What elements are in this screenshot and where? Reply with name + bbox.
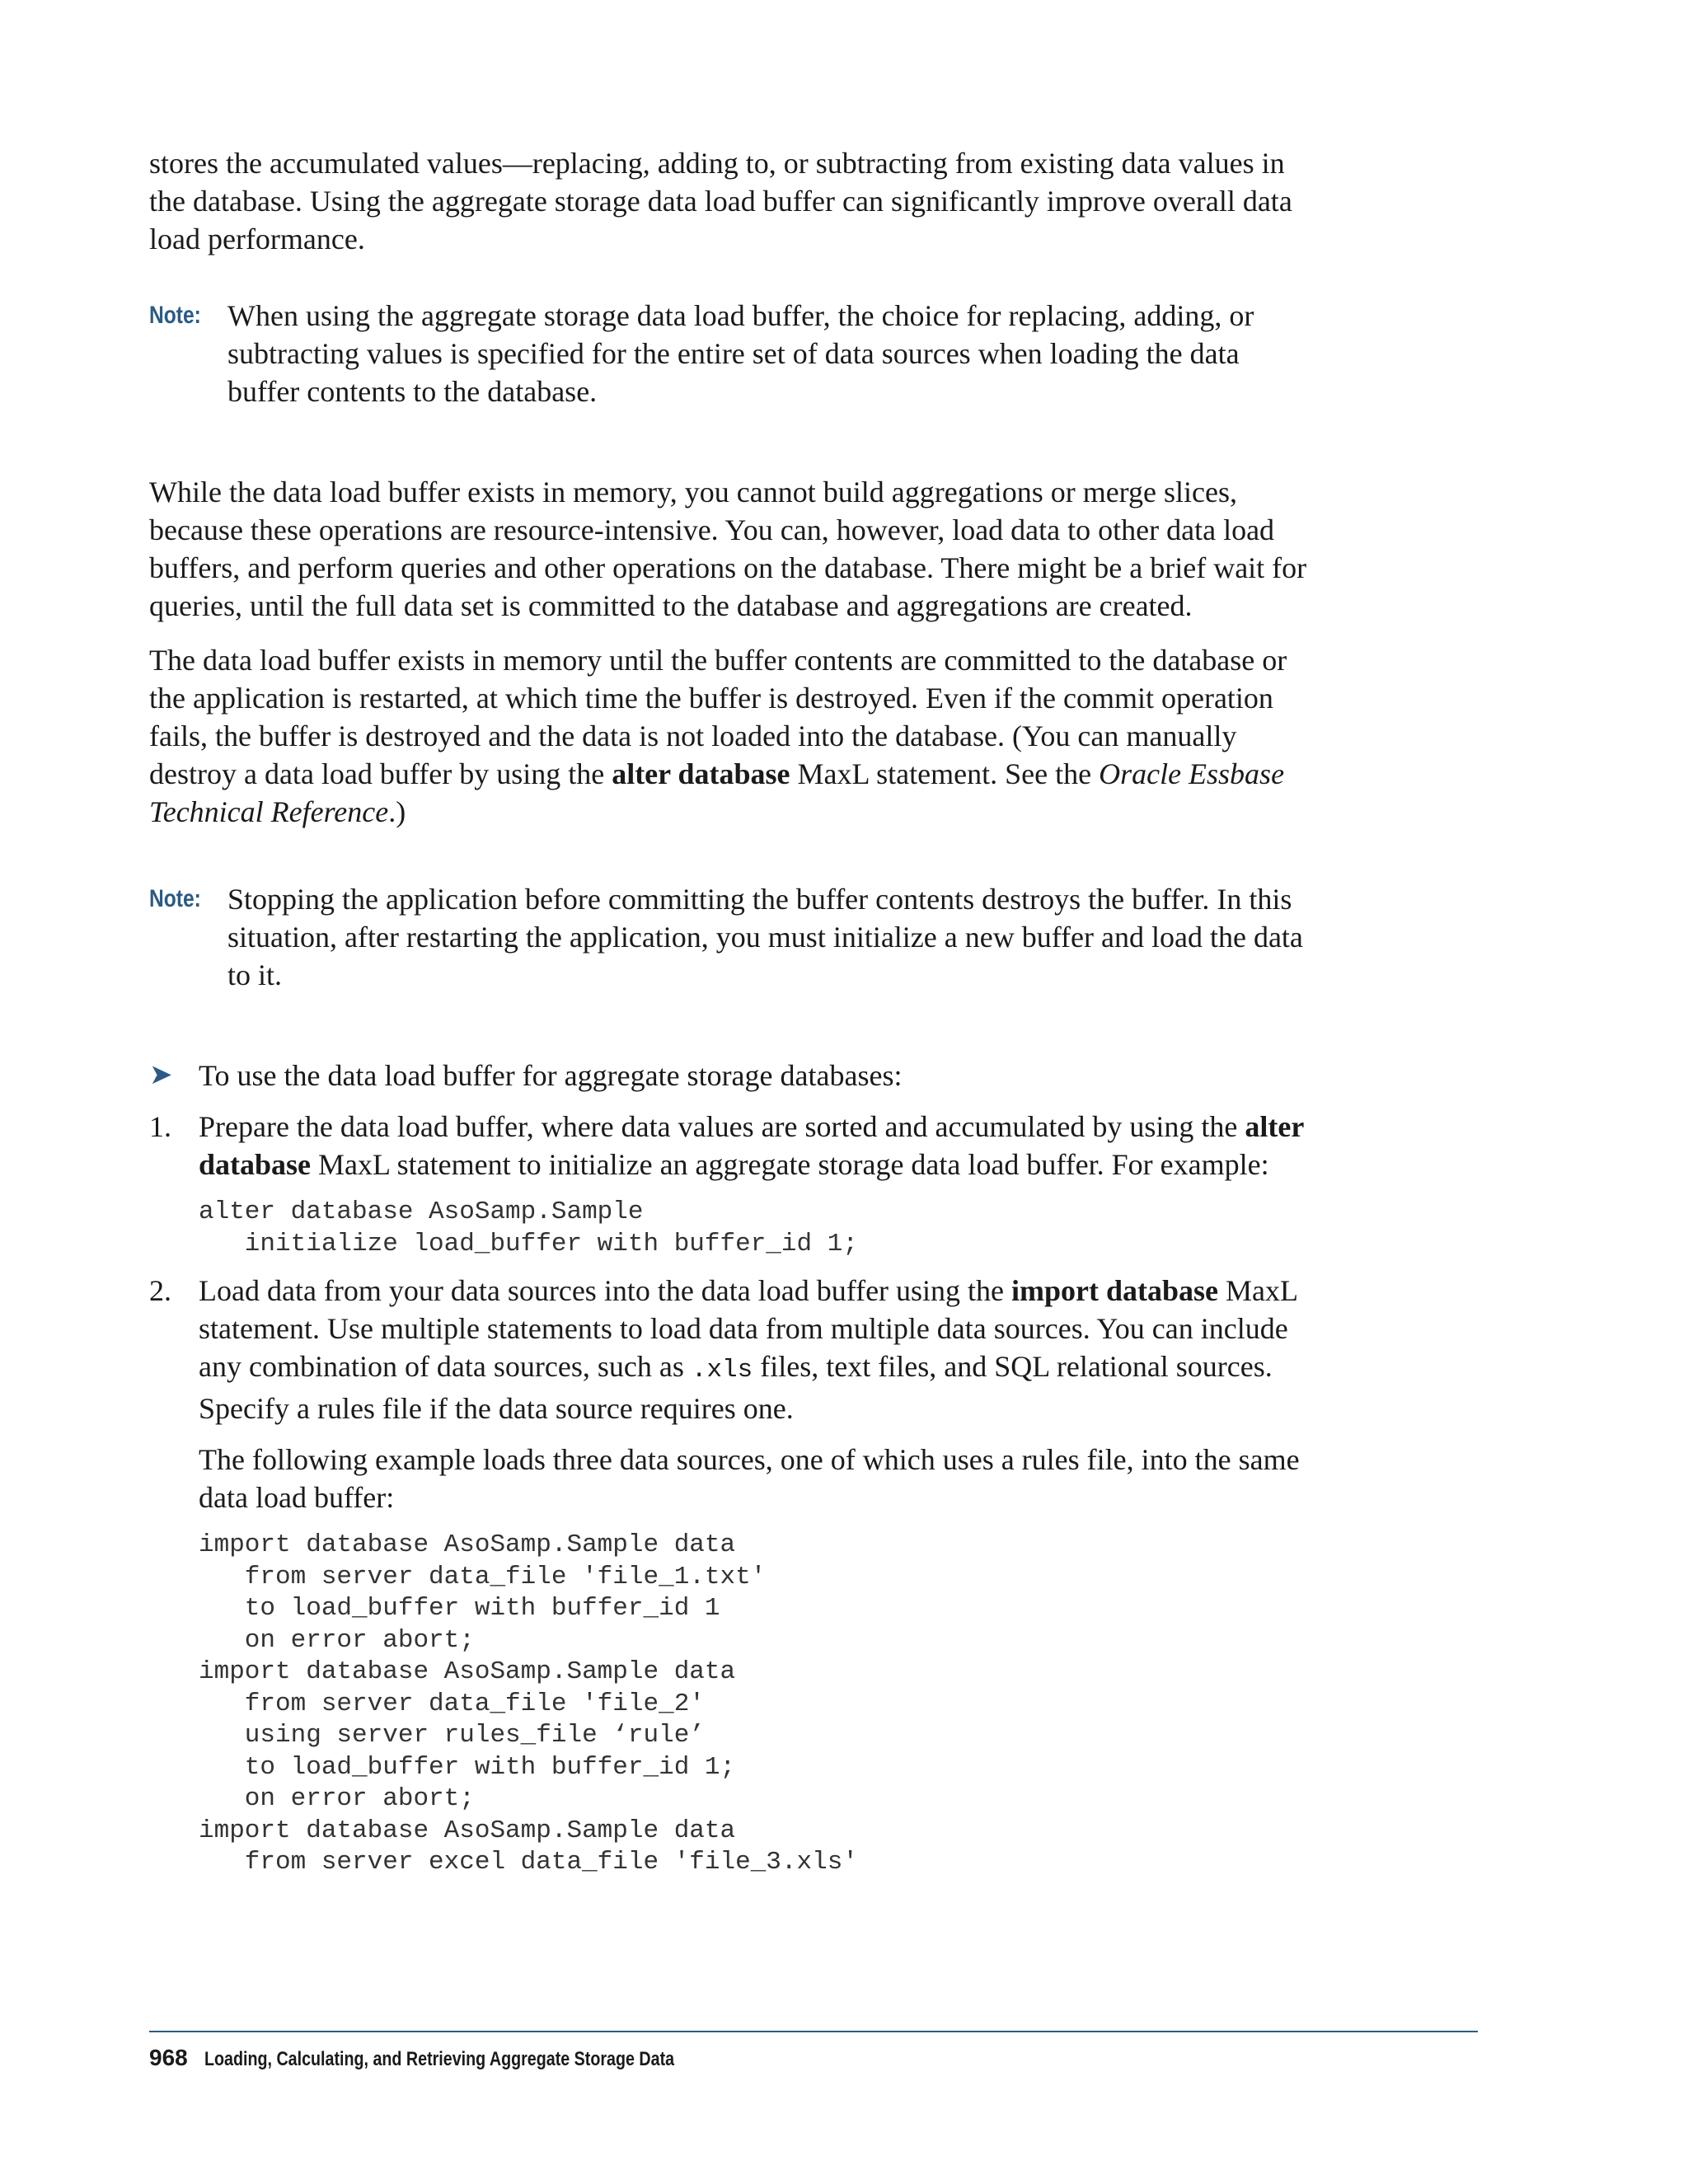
note-2-text: Stopping the application before committing the buffer contents destroys the buffer. In this situation, after restarting the application, you must initialize a new buffer and load the data to it. xyxy=(227,883,1303,991)
step2-text-d: files, text files, and SQL relational sources. Specify a rules file if the data source requires one. xyxy=(199,1350,1273,1425)
step2-text-c: MaxL statement. Use multiple statements to load data from multiple data sources. You can include any combination of data sources, such as xyxy=(199,1274,1297,1383)
footer-rule xyxy=(149,2031,1478,2032)
step-1-number: 1. xyxy=(149,1110,171,1143)
step2-xls-extension: .xls xyxy=(691,1356,753,1385)
step-2-code: import database AsoSamp.Sample data from server data_file 'file_1.txt' to load_buffer with buffer_id 1 on error abort; import database AsoSamp.Sample data from server data_file 'file_2' using server rules_file ‘rule’ to load_buffer with buffer_id 1; on error abort; import database AsoSamp.Sample data from server excel data_file 'file_3.xls' xyxy=(199,1530,858,1877)
page-content xyxy=(149,144,1311,1891)
para2-text-e: .) xyxy=(388,795,406,828)
note-1 xyxy=(149,297,1311,410)
para2-reference-title: Oracle Essbase Technical Reference xyxy=(149,757,1285,828)
step-2 xyxy=(149,1272,1311,1879)
procedure-arrow-icon: ➤ xyxy=(149,1060,173,1090)
step2-text-a: Load data from your data sources into the data load buffer using the xyxy=(199,1274,1012,1307)
step-2-number: 2. xyxy=(149,1274,171,1307)
page-number: 968 xyxy=(149,2045,188,2070)
note-1-text: When using the aggregate storage data load buffer, the choice for replacing, adding, or subtracting values is specified for the entire set of data sources when loading the data buffer contents to the database. xyxy=(227,299,1254,408)
step-1-body xyxy=(199,1108,1311,1260)
step-1-text xyxy=(199,1108,1311,1183)
procedure-title: To use the data load buffer for aggregate storage databases: xyxy=(199,1059,903,1092)
step1-alter-database: alter database xyxy=(199,1110,1304,1181)
step-1-code: alter database AsoSamp.Sample initialize load_buffer with buffer_id 1; xyxy=(199,1197,858,1258)
intro-paragraph: stores the accumulated values—replacing, adding to, or subtracting from existing data values in the database. Using the aggregate storage data load buffer can significantly improve overall data load performance. xyxy=(149,147,1292,255)
paragraph-buffer-memory: While the data load buffer exists in memory, you cannot build aggregations or merge slices, because these operations are resource-intensive. You can, however, load data to other data load buffers, and perform queries and other operations on the database. There might be a brief wait for queries, until the full data set is committed to the database and aggregations are created. xyxy=(149,476,1307,622)
step1-text-a: Prepare the data load buffer, where data values are sorted and accumulated by using the xyxy=(199,1110,1245,1143)
paragraph-buffer-lifetime xyxy=(149,641,1311,831)
note-2-label: Note: xyxy=(149,885,201,912)
chapter-title: Loading, Calculating, and Retrieving Aggregate Storage Data xyxy=(204,2048,674,2070)
step-2-example-intro: The following example loads three data sources, one of which uses a rules file, into the same data load buffer: xyxy=(199,1443,1300,1514)
step1-text-c: MaxL statement to initialize an aggregate storage data load buffer. For example: xyxy=(311,1148,1269,1181)
step2-import-database: import database xyxy=(1011,1274,1219,1307)
para2-alter-database: alter database xyxy=(612,757,790,790)
step-2-body xyxy=(199,1272,1311,1879)
note-2 xyxy=(149,880,1311,994)
step-2-text xyxy=(199,1272,1311,1427)
note-1-label: Note: xyxy=(149,302,201,329)
para2-text-c: MaxL statement. See the xyxy=(790,757,1100,790)
procedure-heading xyxy=(149,1057,1311,1094)
page-footer xyxy=(149,2039,777,2079)
para2-text-a: The data load buffer exists in memory until the buffer contents are committed to the database or the application is restarted, at which time the buffer is destroyed. Even if the commit operation fails, the buffer is destroyed and the data is not loaded into the database. (You can manually destroy a data load buffer by using the xyxy=(149,644,1287,790)
step-1 xyxy=(149,1108,1311,1260)
